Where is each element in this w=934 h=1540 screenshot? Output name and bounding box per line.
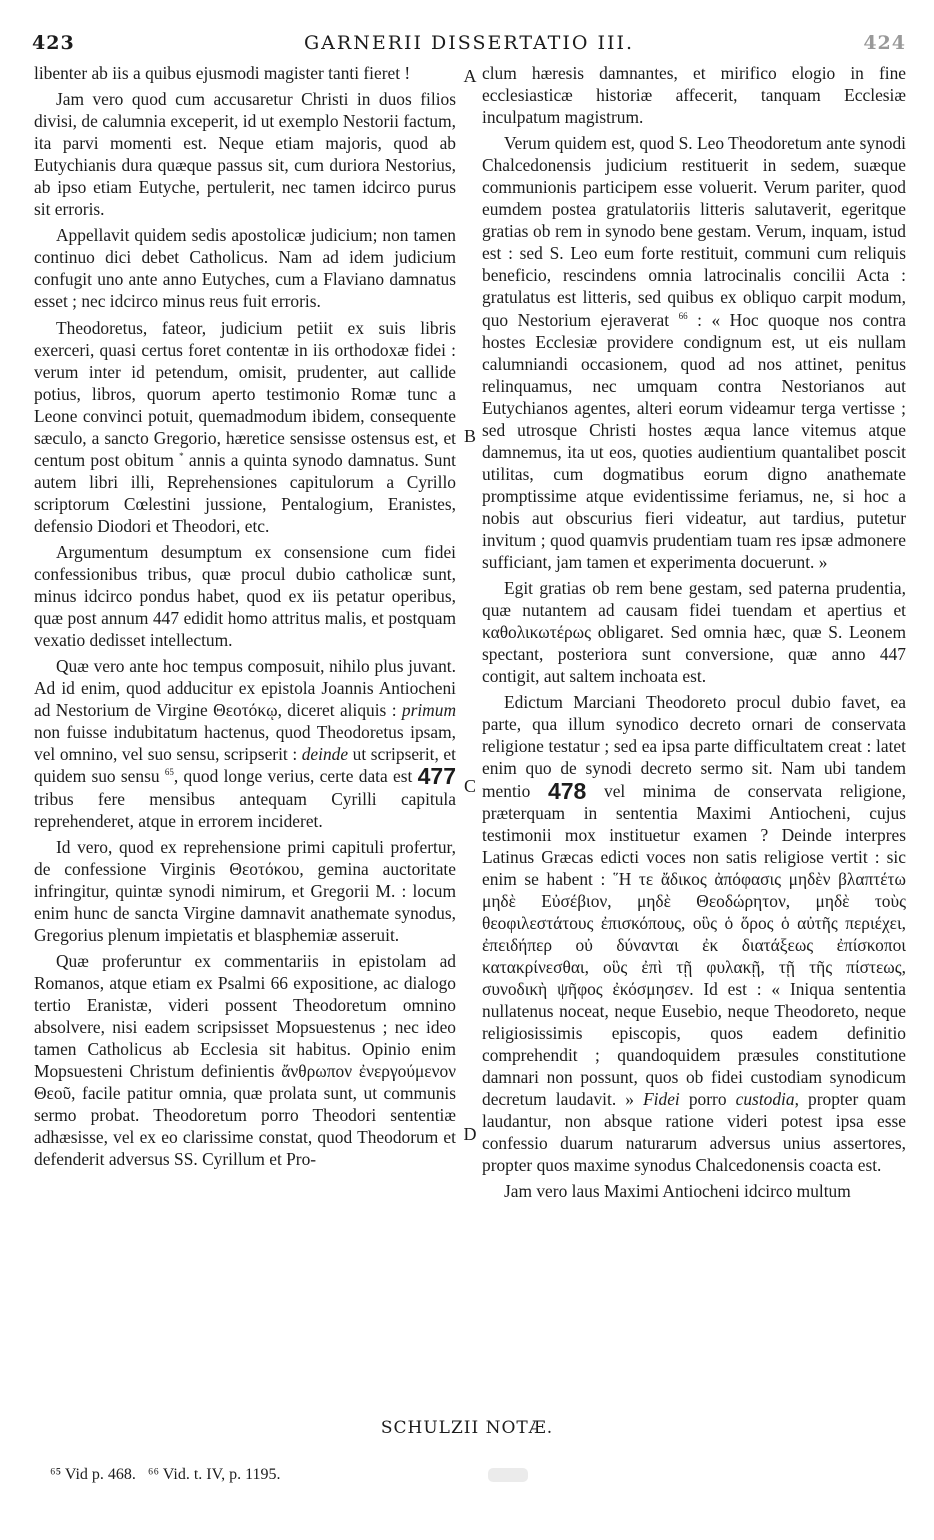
library-stamp	[488, 1468, 528, 1482]
paragraph: clum hæresis damnantes, et mirifico elogio in fine ecclesiasticæ historiæ affecerit, tanquam Ecclesiæ inculpatum magistrum.	[482, 63, 906, 128]
paragraph: libenter ab iis a quibus ejusmodi magister tanti fieret !	[34, 63, 411, 83]
margin-letter-b: B	[463, 426, 476, 446]
paragraph: Jam vero laus Maximi Antiocheni idcirco multum	[504, 1181, 851, 1202]
footnotes: ⁶⁵ Vid p. 468. ⁶⁶ Vid. t. IV, p. 1195.	[50, 1466, 281, 1483]
paragraph: Verum quidem est, quod S. Leo Theodoretum ante synodi Chalcedonensis judicium restituerit in sedem, suæque communionis participem esse voluerit. Verum pariter, quod eumdem postea gratulatoriis litteris salutaverit, egeritque gratias ob rem in synodo bene gestam. Verum, inquam, istud est : sed S. Leo eum forte restituit, communi cum reliquis beneficio, rescindens omnia latrocinalis concilii Acta : gratulatus est litteris, sed quibus ex obliquo carpit modum, quo Nestorium ejeraverat $^{66}$ : « Hoc quoque nos contra hostes Ecclesiæ providere condignum est, ut eis nullam calumniandi occasionem, quod ad nos attinet, penitus relinquamus, nec umquam contra Nestorianos aut Eutychianos agentes, alteri eorum videamur terga vertisse ; sed utrosque Christi hostes æqua lance vitemus atque damnemus, ita ut eos, quoties audientium quantalibet poscit utilitas, cum dogmatibus eorum digno anathemate promptissime atque evidentissime feriamus, ne, si hoc a nobis aut obscurius fieri videatur, aut tardius, putetur invitum ; quod quamvis prudentiam tuam res ipsæ admonere sufficiant, jam tamen et experimenta docuerunt. »	[482, 133, 906, 573]
notes-heading: SCHULZII NOTÆ.	[380, 1418, 554, 1438]
margin-letter-c: C	[463, 776, 476, 796]
paragraph: Quæ vero ante hoc tempus composuit, nihilo plus juvant. Ad id enim, quod adducitur ex epistola Joannis Antiocheni ad Nestorium de Virgine Θεοτόκῳ, diceret aliquis : primum non fuisse indubitatum hactenus, quod Theodoretus ipsam, vel omnino, vel suo sensu, scripserit : deinde ut scripserit, et quidem suo sensu $^{65}$, quod longe verius, certe data est 477 tribus fere mensibus antequam Cyrilli capitula reprehenderet, atque in errorem incideret.	[34, 656, 456, 831]
paragraph: Jam vero quod cum accusaretur Christi in duos filios divisi, de calumnia exceperit, id ut exemplo Nestorii factum, ita parvi momenti est. Neque etiam majoris, quod ab Eutychianis dura quæque passus sit, cum duriora Nestorius, ab ipso etiam Eutyche, pertulerit, nec tamen idcirco purus sit erroris.	[34, 89, 456, 220]
page-header	[32, 32, 906, 56]
paragraph: Theodoretus, fateor, judicium petiit ex suis libris exerceri, quasi certus foret contentæ in iis orthodoxæ fidei : verum inter id petendum, omisit, prudenter, aut callide potius, libros, quorum aperto testimonio Romæ tunc a Leone convinci potuit, quemadmodum ibidem, consequente sæculo, a sancto Gregorio, hæretice sensisse ostensus est, et centum post obitum * annis a quinta synodo damnatus. Sunt autem libri illi, Reprehensiones capitulorum a Cyrillo scriptorum Cœlestini jussione, Pentalogium, Eranistes, defensio Diodori et Theodori, etc.	[34, 317, 456, 536]
paragraph: Argumentum desumptum ex consensione cum fidei confessionibus tribus, quæ procul dubio catholicæ sunt, minus idcirco pondus habet, quod ex iis petatur operibus, quæ post annum 447 edidit homo attritus malis, et postquam vexatio dedisset intellectum.	[34, 541, 456, 651]
margin-letter-d: D	[463, 1124, 477, 1144]
left-column	[34, 62, 456, 1400]
paragraph: Egit gratias ob rem bene gestam, sed paterna prudentia, quæ nutantem ad causam fidei tuendam et apertius et καθολικωτέρως obligaret. Sed omnia hæc, quæ S. Leonem spectant, posteriora sunt conversione, quæ anno 447 contigit, aut saltem inchoata est.	[482, 578, 906, 687]
margin-letter-a: A	[463, 66, 477, 86]
paragraph: Edictum Marciani Theodoreto procul dubio favet, ea parte, qua illum synodico decreto ornari de conservata religione testatur ; sed ea ipsa parte difficultatem creat : latet enim quo de synodi decreto sermo sit. Nam ubi tandem mentio 478 vel minima de conservata religione, præterquam in sententia Maximi Antiocheni, cujus testimonii mox instituetur examen ? Deinde interpres Latinus Græcas edicti voces non satis religiose vertit : sic enim se habent : ῞Η τε ἄδικος ἀπόφασις μηδὲν βλαπτέτω μηδὲ Εὐσέβιον, μηδὲ Θεοδώρητον, μηδὲ τοὺς θεοφιλεστάτους ἐπισκόπους, οὓς ὁ ὅρος ὁ αὐτῆς περιέχει, ἐπειδήπερ οὐ δύνανται ἐκ διατάξεως ἐπίσκοποι κατακρίνεσθαι, οὓς ἐπὶ τῇ φυλακῇ, τῇ τῆς πίστεως, συνοδικὴ ψῆφος ἐκόσμησεν. Id est : « Iniqua sententia nullatenus noceat, neque Eusebio, neque Theodoreto, neque religiosissimis episcopis, quos eadem definitio comprehendit ; quandoquidem præsules constitutione damnari non possunt, quos ob fidei custodiam synodicum decretum laudavit. » Fidei porro custodia, propter quam laudantur, non absque ratione videri potest ipsa esse confessio duarum naturarum adversus unius assertores, propter quos maxime synodus Chalcedonensis coacta est.	[482, 692, 906, 1176]
paragraph: Quæ proferuntur ex commentariis in epistolam ad Romanos, atque etiam ex Psalmi 66 expositione, ac dialogo tertio Eranistæ, videri possent Theodoretum omnino absolvere, nisi eadem scripsisset Mopsuestenus ; nec ideo tamen Catholicus ab Ecclesia sit habitus. Opinio enim Mopsuesteni Christum definientis ἄνθρωπον ἐνεργούμενον Θεοῦ, facile patitur omnia, quæ prolata sunt, ut communis sermo probat. Theodoretum porro Theodori sententiæ adhæsisse, vel ex eo clarissime constat, quod Theodorum et defenderit adversus SS. Cyrillum et Pro-	[34, 950, 456, 1170]
right-column	[482, 62, 906, 1400]
running-title: GARNERII DISSERTATIO III.	[304, 32, 634, 54]
paragraph: Id vero, quod ex reprehensione primi capituli profertur, de confessione Virginis Θεοτόκου, gemina auctoritate infringitur, quintæ synodi nimirum, et Gregorii M. : locum enim hunc de sancta Virgine damnavit anathemate synodus, Gregorius plenum impietatis et blasphemiæ asseruit.	[34, 836, 456, 945]
page-number-right: 424	[863, 32, 906, 54]
page-number-left: 423	[32, 32, 75, 54]
paragraph: Appellavit quidem sedis apostolicæ judicium; non tamen continuo dici debet Catholicus. Nam ad idem judicium confugit uno ante anno Eutyches, cum a Flaviano damnatus esset ; nec idcirco minus reus fuit erroris.	[34, 225, 456, 312]
